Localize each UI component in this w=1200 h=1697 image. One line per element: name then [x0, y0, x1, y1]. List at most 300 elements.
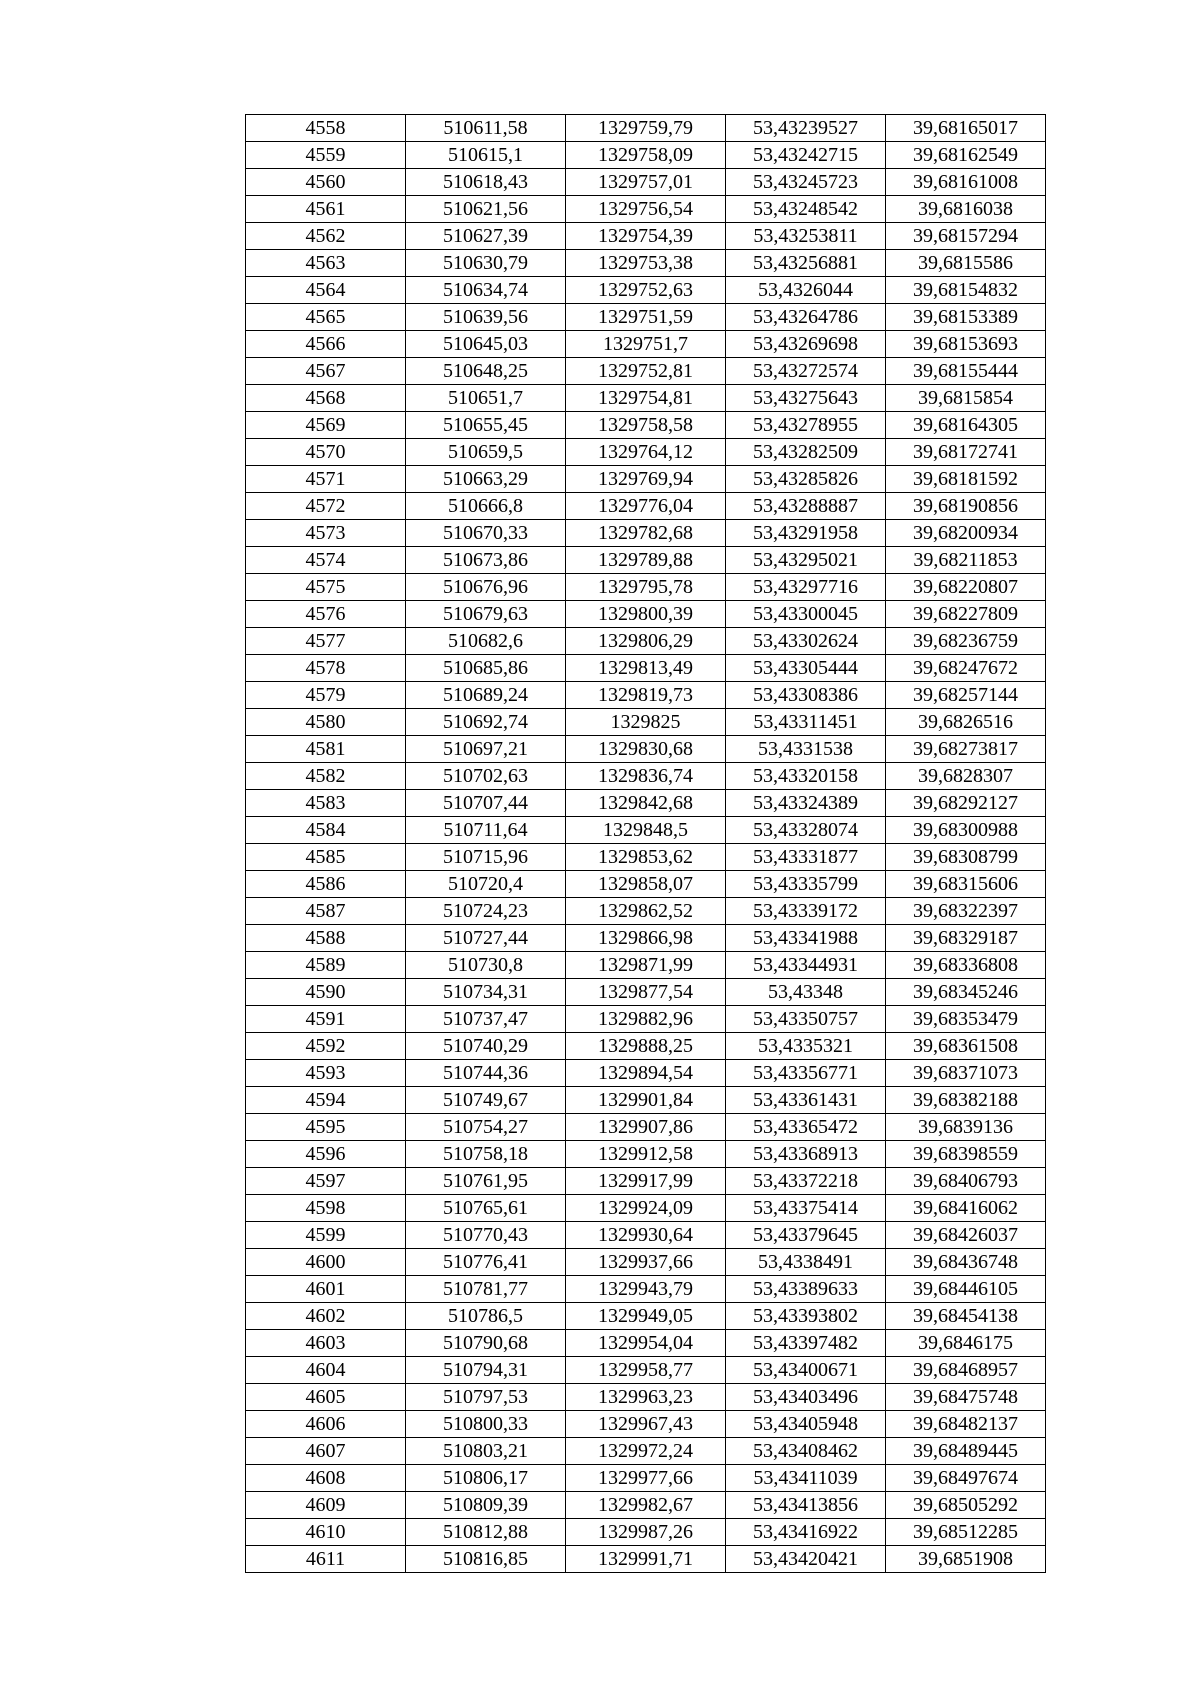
- longitude-cell: 39,68371073: [886, 1060, 1046, 1087]
- point-number-cell: 4560: [246, 169, 406, 196]
- point-number-cell: 4611: [246, 1546, 406, 1573]
- y-coordinate-cell: 1329836,74: [566, 763, 726, 790]
- longitude-cell: 39,68247672: [886, 655, 1046, 682]
- latitude-cell: 53,43372218: [726, 1168, 886, 1195]
- point-number-cell: 4595: [246, 1114, 406, 1141]
- point-number-cell: 4608: [246, 1465, 406, 1492]
- point-number-cell: 4559: [246, 142, 406, 169]
- x-coordinate-cell: 510730,8: [406, 952, 566, 979]
- longitude-cell: 39,68497674: [886, 1465, 1046, 1492]
- longitude-cell: 39,68353479: [886, 1006, 1046, 1033]
- longitude-cell: 39,68153693: [886, 331, 1046, 358]
- longitude-cell: 39,68454138: [886, 1303, 1046, 1330]
- longitude-cell: 39,68361508: [886, 1033, 1046, 1060]
- point-number-cell: 4567: [246, 358, 406, 385]
- point-number-cell: 4580: [246, 709, 406, 736]
- x-coordinate-cell: 510663,29: [406, 466, 566, 493]
- x-coordinate-cell: 510627,39: [406, 223, 566, 250]
- point-number-cell: 4606: [246, 1411, 406, 1438]
- table-row: [246, 979, 1046, 1006]
- x-coordinate-cell: 510720,4: [406, 871, 566, 898]
- y-coordinate-cell: 1329853,62: [566, 844, 726, 871]
- x-coordinate-cell: 510711,64: [406, 817, 566, 844]
- x-coordinate-cell: 510800,33: [406, 1411, 566, 1438]
- point-number-cell: 4604: [246, 1357, 406, 1384]
- longitude-cell: 39,68489445: [886, 1438, 1046, 1465]
- y-coordinate-cell: 1329759,79: [566, 115, 726, 142]
- longitude-cell: 39,68236759: [886, 628, 1046, 655]
- y-coordinate-cell: 1329877,54: [566, 979, 726, 1006]
- point-number-cell: 4578: [246, 655, 406, 682]
- x-coordinate-cell: 510816,85: [406, 1546, 566, 1573]
- latitude-cell: 53,43416922: [726, 1519, 886, 1546]
- table-row: [246, 1168, 1046, 1195]
- x-coordinate-cell: 510689,24: [406, 682, 566, 709]
- longitude-cell: 39,68436748: [886, 1249, 1046, 1276]
- table-row: [246, 358, 1046, 385]
- point-number-cell: 4605: [246, 1384, 406, 1411]
- x-coordinate-cell: 510659,5: [406, 439, 566, 466]
- point-number-cell: 4583: [246, 790, 406, 817]
- y-coordinate-cell: 1329751,59: [566, 304, 726, 331]
- longitude-cell: 39,68154832: [886, 277, 1046, 304]
- y-coordinate-cell: 1329800,39: [566, 601, 726, 628]
- table-row: [246, 1492, 1046, 1519]
- latitude-cell: 53,43339172: [726, 898, 886, 925]
- x-coordinate-cell: 510727,44: [406, 925, 566, 952]
- longitude-cell: 39,68162549: [886, 142, 1046, 169]
- x-coordinate-cell: 510781,77: [406, 1276, 566, 1303]
- point-number-cell: 4579: [246, 682, 406, 709]
- table-row: [246, 142, 1046, 169]
- x-coordinate-cell: 510655,45: [406, 412, 566, 439]
- point-number-cell: 4610: [246, 1519, 406, 1546]
- latitude-cell: 53,43297716: [726, 574, 886, 601]
- y-coordinate-cell: 1329819,73: [566, 682, 726, 709]
- table-row: [246, 952, 1046, 979]
- latitude-cell: 53,43397482: [726, 1330, 886, 1357]
- x-coordinate-cell: 510761,95: [406, 1168, 566, 1195]
- point-number-cell: 4603: [246, 1330, 406, 1357]
- longitude-cell: 39,6826516: [886, 709, 1046, 736]
- longitude-cell: 39,68426037: [886, 1222, 1046, 1249]
- latitude-cell: 53,43379645: [726, 1222, 886, 1249]
- y-coordinate-cell: 1329987,26: [566, 1519, 726, 1546]
- point-number-cell: 4565: [246, 304, 406, 331]
- table-row: [246, 1411, 1046, 1438]
- table-row: [246, 817, 1046, 844]
- latitude-cell: 53,43275643: [726, 385, 886, 412]
- x-coordinate-cell: 510758,18: [406, 1141, 566, 1168]
- x-coordinate-cell: 510673,86: [406, 547, 566, 574]
- latitude-cell: 53,43300045: [726, 601, 886, 628]
- latitude-cell: 53,43264786: [726, 304, 886, 331]
- y-coordinate-cell: 1329795,78: [566, 574, 726, 601]
- y-coordinate-cell: 1329758,09: [566, 142, 726, 169]
- point-number-cell: 4576: [246, 601, 406, 628]
- latitude-cell: 53,43272574: [726, 358, 886, 385]
- point-number-cell: 4599: [246, 1222, 406, 1249]
- table-row: [246, 709, 1046, 736]
- y-coordinate-cell: 1329954,04: [566, 1330, 726, 1357]
- latitude-cell: 53,43365472: [726, 1114, 886, 1141]
- latitude-cell: 53,43320158: [726, 763, 886, 790]
- longitude-cell: 39,68416062: [886, 1195, 1046, 1222]
- point-number-cell: 4592: [246, 1033, 406, 1060]
- y-coordinate-cell: 1329769,94: [566, 466, 726, 493]
- table-row: [246, 1060, 1046, 1087]
- longitude-cell: 39,6816038: [886, 196, 1046, 223]
- table-row: [246, 1276, 1046, 1303]
- y-coordinate-cell: 1329752,81: [566, 358, 726, 385]
- table-row: [246, 1384, 1046, 1411]
- latitude-cell: 53,43408462: [726, 1438, 886, 1465]
- table-row: [246, 871, 1046, 898]
- y-coordinate-cell: 1329752,63: [566, 277, 726, 304]
- x-coordinate-cell: 510770,43: [406, 1222, 566, 1249]
- table-row: [246, 439, 1046, 466]
- latitude-cell: 53,43282509: [726, 439, 886, 466]
- latitude-cell: 53,4335321: [726, 1033, 886, 1060]
- y-coordinate-cell: 1329753,38: [566, 250, 726, 277]
- point-number-cell: 4581: [246, 736, 406, 763]
- table-row: [246, 574, 1046, 601]
- x-coordinate-cell: 510648,25: [406, 358, 566, 385]
- longitude-cell: 39,68190856: [886, 493, 1046, 520]
- x-coordinate-cell: 510812,88: [406, 1519, 566, 1546]
- point-number-cell: 4568: [246, 385, 406, 412]
- latitude-cell: 53,43328074: [726, 817, 886, 844]
- x-coordinate-cell: 510645,03: [406, 331, 566, 358]
- longitude-cell: 39,68165017: [886, 115, 1046, 142]
- longitude-cell: 39,68446105: [886, 1276, 1046, 1303]
- table-row: [246, 304, 1046, 331]
- table-row: [246, 1303, 1046, 1330]
- table-row: [246, 547, 1046, 574]
- latitude-cell: 53,43308386: [726, 682, 886, 709]
- latitude-cell: 53,43411039: [726, 1465, 886, 1492]
- point-number-cell: 4598: [246, 1195, 406, 1222]
- y-coordinate-cell: 1329789,88: [566, 547, 726, 574]
- latitude-cell: 53,4326044: [726, 277, 886, 304]
- longitude-cell: 39,68257144: [886, 682, 1046, 709]
- longitude-cell: 39,68273817: [886, 736, 1046, 763]
- table-row: [246, 1249, 1046, 1276]
- point-number-cell: 4564: [246, 277, 406, 304]
- table-row: [246, 493, 1046, 520]
- latitude-cell: 53,43288887: [726, 493, 886, 520]
- y-coordinate-cell: 1329963,23: [566, 1384, 726, 1411]
- longitude-cell: 39,6828307: [886, 763, 1046, 790]
- latitude-cell: 53,43375414: [726, 1195, 886, 1222]
- point-number-cell: 4570: [246, 439, 406, 466]
- longitude-cell: 39,68505292: [886, 1492, 1046, 1519]
- latitude-cell: 53,43350757: [726, 1006, 886, 1033]
- longitude-cell: 39,68164305: [886, 412, 1046, 439]
- point-number-cell: 4563: [246, 250, 406, 277]
- point-number-cell: 4577: [246, 628, 406, 655]
- y-coordinate-cell: 1329848,5: [566, 817, 726, 844]
- longitude-cell: 39,68322397: [886, 898, 1046, 925]
- latitude-cell: 53,43331877: [726, 844, 886, 871]
- latitude-cell: 53,43242715: [726, 142, 886, 169]
- longitude-cell: 39,68512285: [886, 1519, 1046, 1546]
- latitude-cell: 53,43361431: [726, 1087, 886, 1114]
- point-number-cell: 4588: [246, 925, 406, 952]
- point-number-cell: 4594: [246, 1087, 406, 1114]
- point-number-cell: 4601: [246, 1276, 406, 1303]
- x-coordinate-cell: 510737,47: [406, 1006, 566, 1033]
- point-number-cell: 4582: [246, 763, 406, 790]
- point-number-cell: 4571: [246, 466, 406, 493]
- x-coordinate-cell: 510634,74: [406, 277, 566, 304]
- y-coordinate-cell: 1329901,84: [566, 1087, 726, 1114]
- longitude-cell: 39,68300988: [886, 817, 1046, 844]
- y-coordinate-cell: 1329943,79: [566, 1276, 726, 1303]
- x-coordinate-cell: 510724,23: [406, 898, 566, 925]
- y-coordinate-cell: 1329967,43: [566, 1411, 726, 1438]
- latitude-cell: 53,43393802: [726, 1303, 886, 1330]
- longitude-cell: 39,68227809: [886, 601, 1046, 628]
- table-row: [246, 601, 1046, 628]
- y-coordinate-cell: 1329912,58: [566, 1141, 726, 1168]
- point-number-cell: 4585: [246, 844, 406, 871]
- x-coordinate-cell: 510809,39: [406, 1492, 566, 1519]
- latitude-cell: 53,43302624: [726, 628, 886, 655]
- y-coordinate-cell: 1329862,52: [566, 898, 726, 925]
- y-coordinate-cell: 1329907,86: [566, 1114, 726, 1141]
- table-row: [246, 1114, 1046, 1141]
- x-coordinate-cell: 510618,43: [406, 169, 566, 196]
- latitude-cell: 53,43413856: [726, 1492, 886, 1519]
- longitude-cell: 39,68382188: [886, 1087, 1046, 1114]
- table-row: [246, 412, 1046, 439]
- table-row: [246, 628, 1046, 655]
- table-row: [246, 385, 1046, 412]
- longitude-cell: 39,6839136: [886, 1114, 1046, 1141]
- table-row: [246, 925, 1046, 952]
- point-number-cell: 4593: [246, 1060, 406, 1087]
- y-coordinate-cell: 1329782,68: [566, 520, 726, 547]
- x-coordinate-cell: 510702,63: [406, 763, 566, 790]
- table-row: [246, 331, 1046, 358]
- x-coordinate-cell: 510776,41: [406, 1249, 566, 1276]
- latitude-cell: 53,43285826: [726, 466, 886, 493]
- point-number-cell: 4602: [246, 1303, 406, 1330]
- longitude-cell: 39,68315606: [886, 871, 1046, 898]
- longitude-cell: 39,68172741: [886, 439, 1046, 466]
- x-coordinate-cell: 510676,96: [406, 574, 566, 601]
- y-coordinate-cell: 1329894,54: [566, 1060, 726, 1087]
- longitude-cell: 39,68482137: [886, 1411, 1046, 1438]
- longitude-cell: 39,68155444: [886, 358, 1046, 385]
- y-coordinate-cell: 1329930,64: [566, 1222, 726, 1249]
- point-number-cell: 4587: [246, 898, 406, 925]
- table-row: [246, 1195, 1046, 1222]
- y-coordinate-cell: 1329888,25: [566, 1033, 726, 1060]
- x-coordinate-cell: 510611,58: [406, 115, 566, 142]
- y-coordinate-cell: 1329842,68: [566, 790, 726, 817]
- point-number-cell: 4561: [246, 196, 406, 223]
- x-coordinate-cell: 510740,29: [406, 1033, 566, 1060]
- x-coordinate-cell: 510697,21: [406, 736, 566, 763]
- x-coordinate-cell: 510630,79: [406, 250, 566, 277]
- latitude-cell: 53,43400671: [726, 1357, 886, 1384]
- latitude-cell: 53,43389633: [726, 1276, 886, 1303]
- latitude-cell: 53,43356771: [726, 1060, 886, 1087]
- table-row: [246, 1330, 1046, 1357]
- latitude-cell: 53,43245723: [726, 169, 886, 196]
- table-row: [246, 1222, 1046, 1249]
- latitude-cell: 53,43305444: [726, 655, 886, 682]
- x-coordinate-cell: 510682,6: [406, 628, 566, 655]
- y-coordinate-cell: 1329958,77: [566, 1357, 726, 1384]
- table-row: [246, 736, 1046, 763]
- longitude-cell: 39,68157294: [886, 223, 1046, 250]
- coordinates-table: [245, 114, 1046, 1573]
- table-row: [246, 250, 1046, 277]
- latitude-cell: 53,43248542: [726, 196, 886, 223]
- point-number-cell: 4589: [246, 952, 406, 979]
- y-coordinate-cell: 1329982,67: [566, 1492, 726, 1519]
- latitude-cell: 53,43269698: [726, 331, 886, 358]
- table-row: [246, 1546, 1046, 1573]
- table-row: [246, 115, 1046, 142]
- point-number-cell: 4591: [246, 1006, 406, 1033]
- longitude-cell: 39,68475748: [886, 1384, 1046, 1411]
- y-coordinate-cell: 1329754,81: [566, 385, 726, 412]
- table-row: [246, 223, 1046, 250]
- point-number-cell: 4597: [246, 1168, 406, 1195]
- x-coordinate-cell: 510790,68: [406, 1330, 566, 1357]
- latitude-cell: 53,43368913: [726, 1141, 886, 1168]
- x-coordinate-cell: 510666,8: [406, 493, 566, 520]
- table-row: [246, 655, 1046, 682]
- table-row: [246, 196, 1046, 223]
- latitude-cell: 53,43295021: [726, 547, 886, 574]
- x-coordinate-cell: 510621,56: [406, 196, 566, 223]
- x-coordinate-cell: 510749,67: [406, 1087, 566, 1114]
- point-number-cell: 4600: [246, 1249, 406, 1276]
- point-number-cell: 4607: [246, 1438, 406, 1465]
- table-row: [246, 898, 1046, 925]
- latitude-cell: 53,43335799: [726, 871, 886, 898]
- x-coordinate-cell: 510639,56: [406, 304, 566, 331]
- table-row: [246, 1087, 1046, 1114]
- latitude-cell: 53,43348: [726, 979, 886, 1006]
- longitude-cell: 39,68406793: [886, 1168, 1046, 1195]
- table-row: [246, 1006, 1046, 1033]
- point-number-cell: 4569: [246, 412, 406, 439]
- longitude-cell: 39,68200934: [886, 520, 1046, 547]
- longitude-cell: 39,68153389: [886, 304, 1046, 331]
- latitude-cell: 53,43405948: [726, 1411, 886, 1438]
- x-coordinate-cell: 510692,74: [406, 709, 566, 736]
- table-row: [246, 1357, 1046, 1384]
- table-row: [246, 277, 1046, 304]
- x-coordinate-cell: 510786,5: [406, 1303, 566, 1330]
- longitude-cell: 39,68161008: [886, 169, 1046, 196]
- latitude-cell: 53,43324389: [726, 790, 886, 817]
- table-row: [246, 763, 1046, 790]
- table-row: [246, 1465, 1046, 1492]
- longitude-cell: 39,68345246: [886, 979, 1046, 1006]
- table-row: [246, 466, 1046, 493]
- y-coordinate-cell: 1329866,98: [566, 925, 726, 952]
- y-coordinate-cell: 1329937,66: [566, 1249, 726, 1276]
- longitude-cell: 39,68468957: [886, 1357, 1046, 1384]
- y-coordinate-cell: 1329764,12: [566, 439, 726, 466]
- table-row: [246, 1033, 1046, 1060]
- longitude-cell: 39,68336808: [886, 952, 1046, 979]
- latitude-cell: 53,43291958: [726, 520, 886, 547]
- point-number-cell: 4562: [246, 223, 406, 250]
- x-coordinate-cell: 510754,27: [406, 1114, 566, 1141]
- y-coordinate-cell: 1329754,39: [566, 223, 726, 250]
- y-coordinate-cell: 1329977,66: [566, 1465, 726, 1492]
- latitude-cell: 53,43256881: [726, 250, 886, 277]
- longitude-cell: 39,68292127: [886, 790, 1046, 817]
- table-row: [246, 169, 1046, 196]
- table-row: [246, 790, 1046, 817]
- latitude-cell: 53,4338491: [726, 1249, 886, 1276]
- latitude-cell: 53,43253811: [726, 223, 886, 250]
- x-coordinate-cell: 510806,17: [406, 1465, 566, 1492]
- point-number-cell: 4590: [246, 979, 406, 1006]
- table-row: [246, 1519, 1046, 1546]
- point-number-cell: 4609: [246, 1492, 406, 1519]
- y-coordinate-cell: 1329830,68: [566, 736, 726, 763]
- latitude-cell: 53,43239527: [726, 115, 886, 142]
- table-row: [246, 844, 1046, 871]
- latitude-cell: 53,43344931: [726, 952, 886, 979]
- point-number-cell: 4596: [246, 1141, 406, 1168]
- x-coordinate-cell: 510744,36: [406, 1060, 566, 1087]
- latitude-cell: 53,4331538: [726, 736, 886, 763]
- longitude-cell: 39,68308799: [886, 844, 1046, 871]
- y-coordinate-cell: 1329924,09: [566, 1195, 726, 1222]
- point-number-cell: 4575: [246, 574, 406, 601]
- longitude-cell: 39,68181592: [886, 466, 1046, 493]
- table-row: [246, 1438, 1046, 1465]
- x-coordinate-cell: 510797,53: [406, 1384, 566, 1411]
- longitude-cell: 39,68329187: [886, 925, 1046, 952]
- point-number-cell: 4574: [246, 547, 406, 574]
- coordinates-table-body: [246, 115, 1046, 1573]
- y-coordinate-cell: 1329871,99: [566, 952, 726, 979]
- longitude-cell: 39,6815586: [886, 250, 1046, 277]
- x-coordinate-cell: 510670,33: [406, 520, 566, 547]
- x-coordinate-cell: 510803,21: [406, 1438, 566, 1465]
- longitude-cell: 39,6851908: [886, 1546, 1046, 1573]
- point-number-cell: 4558: [246, 115, 406, 142]
- latitude-cell: 53,43311451: [726, 709, 886, 736]
- x-coordinate-cell: 510651,7: [406, 385, 566, 412]
- longitude-cell: 39,6815854: [886, 385, 1046, 412]
- y-coordinate-cell: 1329751,7: [566, 331, 726, 358]
- longitude-cell: 39,68398559: [886, 1141, 1046, 1168]
- x-coordinate-cell: 510685,86: [406, 655, 566, 682]
- y-coordinate-cell: 1329917,99: [566, 1168, 726, 1195]
- latitude-cell: 53,43341988: [726, 925, 886, 952]
- y-coordinate-cell: 1329756,54: [566, 196, 726, 223]
- point-number-cell: 4584: [246, 817, 406, 844]
- y-coordinate-cell: 1329991,71: [566, 1546, 726, 1573]
- table-row: [246, 682, 1046, 709]
- x-coordinate-cell: 510765,61: [406, 1195, 566, 1222]
- x-coordinate-cell: 510679,63: [406, 601, 566, 628]
- x-coordinate-cell: 510615,1: [406, 142, 566, 169]
